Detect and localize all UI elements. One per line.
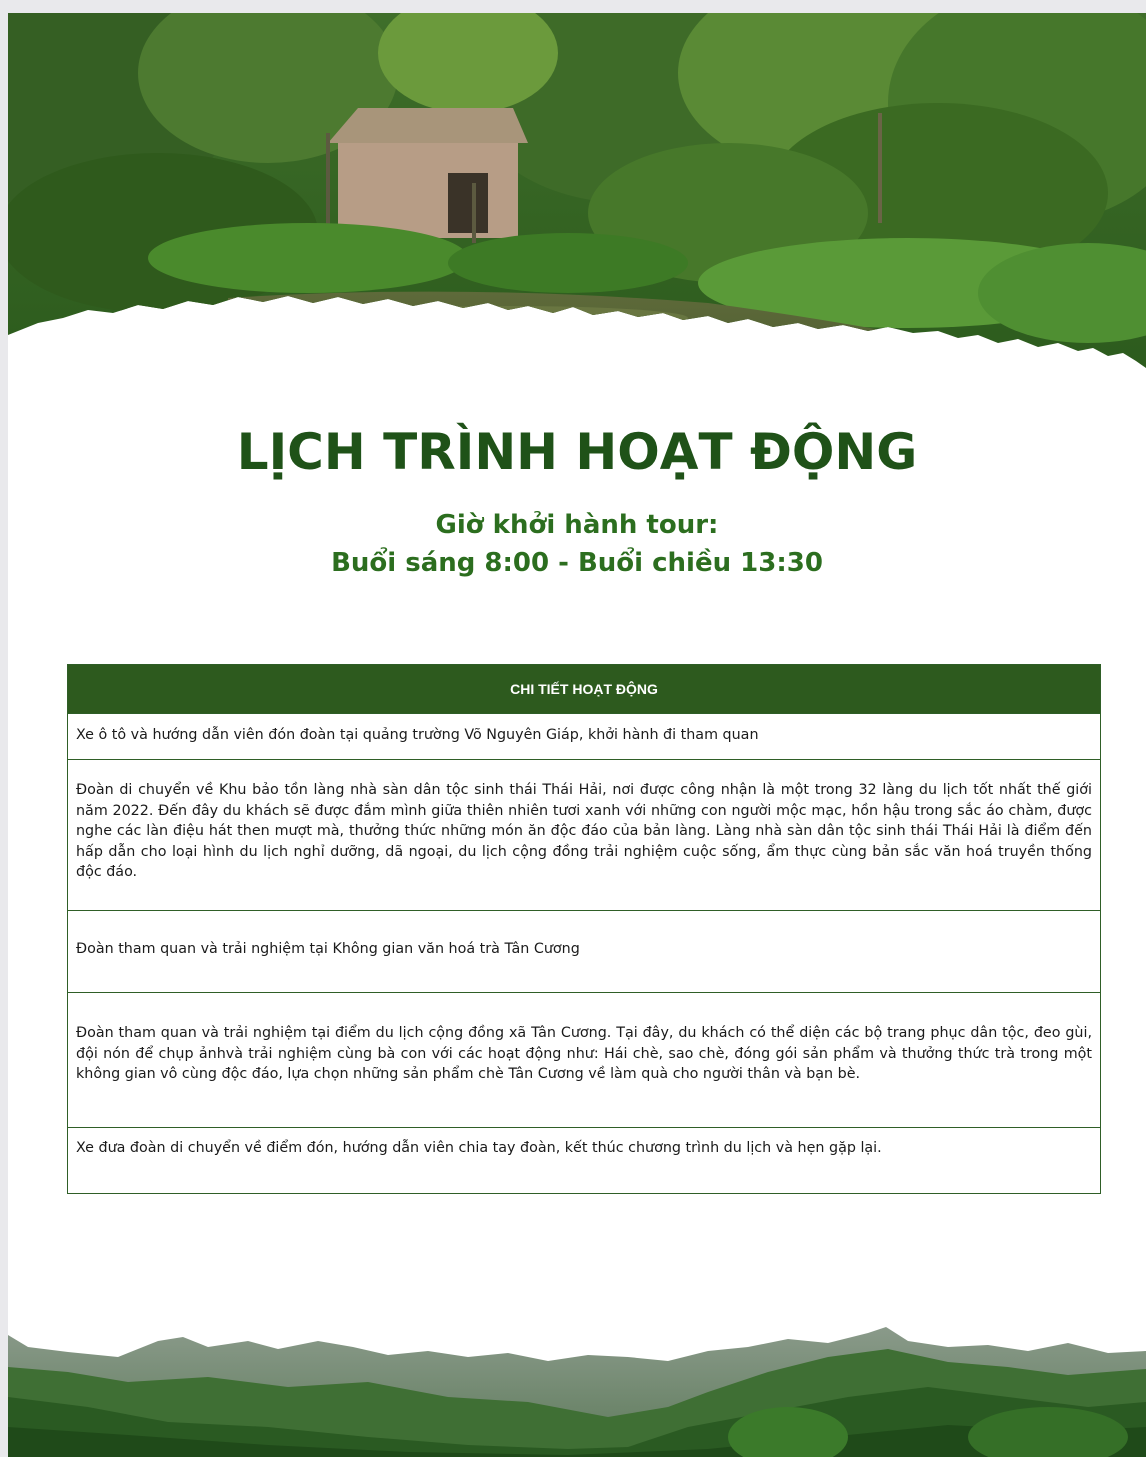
departure-label: Giờ khởi hành tour:: [435, 510, 719, 540]
table-row: [68, 992, 1100, 1127]
table-header: CHI TIẾT HOẠT ĐỘNG: [68, 665, 1100, 713]
row-text: Đoàn tham quan và trải nghiệm tại Không gian văn hoá trà Tân Cương: [76, 941, 580, 958]
table-row: [68, 759, 1100, 910]
hero-forest-image: [8, 13, 1146, 393]
row-text: Xe ô tô và hướng dẫn viên đón đoàn tại quảng trường Võ Nguyên Giáp, khởi hành đi tham quan: [76, 727, 759, 743]
page-title: LỊCH TRÌNH HOẠT ĐỘNG: [236, 423, 918, 481]
table-row: [68, 910, 1100, 992]
row-text: Xe đưa đoàn di chuyển về điểm đón, hướng dẫn viên chia tay đoàn, kết thúc chương trình du lịch và hẹn gặp lại.: [76, 1140, 882, 1156]
footer-mountain-image: [8, 1327, 1146, 1457]
row-text: Đoàn tham quan và trải nghiệm tại điểm du lịch cộng đồng xã Tân Cương. Tại đây, du khách có thể diện các bộ trang phục dân tộc, đeo gùi, đội nón để chụp ảnhvà trải nghiệm cùng bà con với các hoạt động như: Hái chè, sao chè, đóng gói sản phẩm và thưởng thức trà trong một không gian vô cùng độc đáo, lựa chọn những sản phẩm chè Tân Cương về làm quà cho người thân và bạn bè.: [76, 1025, 1092, 1083]
departure-times: Buổi sáng 8:00 - Buổi chiều 13:30: [331, 548, 823, 578]
brochure-page: [8, 13, 1146, 1457]
departure-time-block: [8, 506, 1146, 582]
activity-table: [67, 664, 1101, 1194]
row-text: Đoàn di chuyển về Khu bảo tồn làng nhà sàn dân tộc sinh thái Thái Hải, nơi được công nhận là một trong 32 làng du lịch tốt nhất thế giới năm 2022. Đến đây du khách sẽ được đắm mình giữa thiên nhiên tươi xanh với những con người mộc mạc, hồn hậu trong sắc áo chàm, được nghe các làn điệu hát then mượt mà, thưởng thức những món ăn độc đáo của bản làng. Làng nhà sàn dân tộc sinh thái Thái Hải là điểm đến hấp dẫn cho loại hình du lịch nghỉ dưỡng, dã ngoại, du lịch cộng đồng trải nghiệm cuộc sống, ẩm thực cùng bản sắc văn hoá truyền thống độc đáo.: [76, 782, 1092, 881]
table-row: [68, 1127, 1100, 1193]
table-row: [68, 713, 1100, 759]
